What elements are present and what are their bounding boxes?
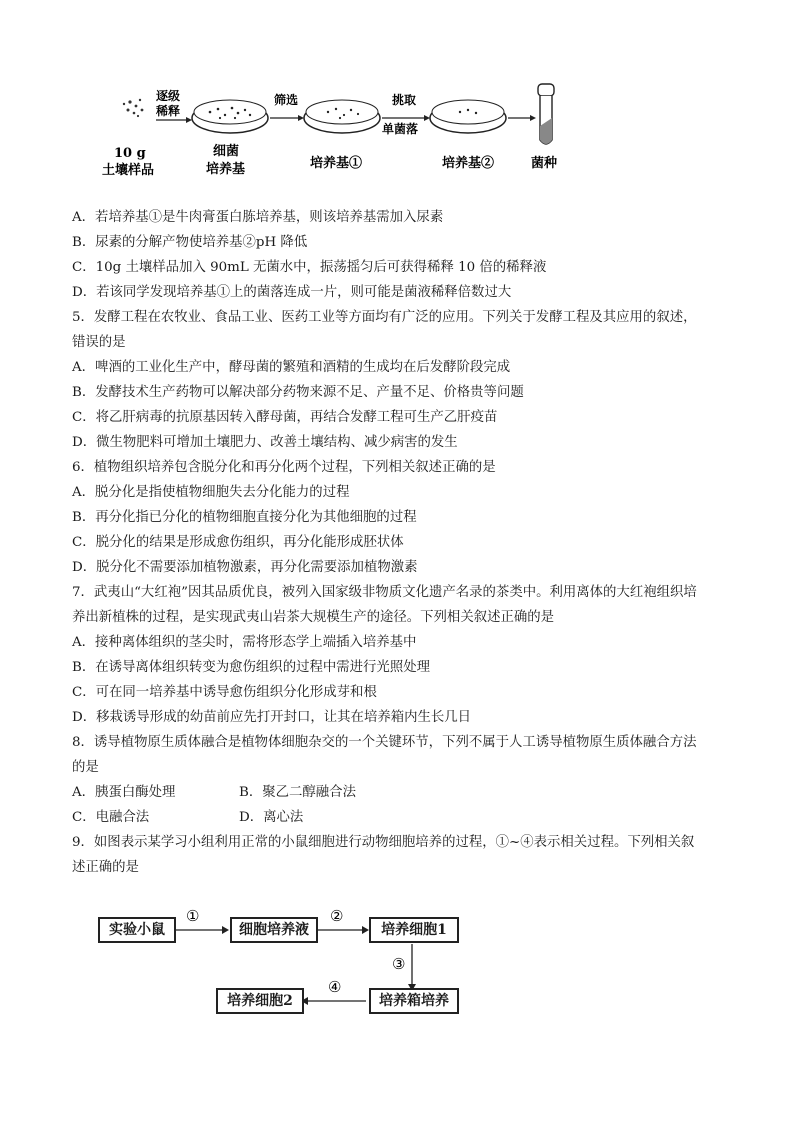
q7-option-c: C．可在同一培养基中诱导愈伤组织分化形成芽和根 (72, 685, 377, 700)
petri-dish-medium2 (430, 100, 506, 133)
q5-option-d: D．微生物肥料可增加土壤肥力、改善土壤结构、减少病害的发生 (72, 435, 458, 450)
dilute-label-2: 稀释 (156, 104, 181, 118)
q5-stem-1: 5．发酵工程在农牧业、食品工业、医药工业等方面均有广泛的应用。下列关于发酵工程及其应用的叙述， (72, 310, 697, 325)
test-tube-icon (538, 84, 554, 144)
pick-label-2: 单菌落 (382, 122, 419, 136)
q4-option-b: B．尿素的分解产物使培养基②pH 降低 (72, 235, 308, 250)
question-text (72, 205, 752, 880)
q5-option-b: B．发酵技术生产药物可以解决部分药物来源不足、产量不足、价格贵等问题 (72, 385, 524, 400)
q7-option-b: B．在诱导离体组织转变为愈伤组织的过程中需进行光照处理 (72, 660, 430, 675)
q8-options-row-2 (72, 805, 752, 830)
bact-label-1: 细菌 (213, 144, 240, 159)
figure-cell-culture-flow (90, 905, 470, 1020)
step-3-label: ③ (392, 955, 406, 973)
sample-label-2: 土壤样品 (102, 163, 155, 178)
q4-option-c: C．10g 土壤样品加入 90mL 无菌水中，振荡摇匀后可获得稀释 10 倍的稀释液 (72, 260, 547, 275)
q8-option-d: D．离心法 (239, 810, 304, 825)
box-incubator-culture: 培养箱培养 (369, 988, 459, 1014)
box-culture-medium: 细胞培养液 (230, 917, 318, 943)
q8-stem-2: 的是 (72, 760, 99, 775)
box-lab-mouse: 实验小鼠 (98, 917, 176, 943)
q4-option-d: D．若该同学发现培养基①上的菌落连成一片，则可能是菌液稀释倍数过大 (72, 285, 512, 300)
petri-dish-bacteria (192, 100, 268, 133)
step-4-label: ④ (328, 978, 342, 996)
box-cultured-cell-1: 培养细胞1 (369, 917, 459, 943)
q6-option-b: B．再分化指已分化的植物细胞直接分化为其他细胞的过程 (72, 510, 417, 525)
q6-option-d: D．脱分化不需要添加植物激素，再分化需要添加植物激素 (72, 560, 418, 575)
q7-option-a: A．接种离体组织的茎尖时，需将形态学上端插入培养基中 (72, 635, 417, 650)
q7-option-d: D．移栽诱导形成的幼苗前应先打开封口，让其在培养箱内生长几日 (72, 710, 472, 725)
petri-dish-medium1 (304, 100, 380, 133)
q5-option-c: C．将乙肝病毒的抗原基因转入酵母菌，再结合发酵工程可生产乙肝疫苗 (72, 410, 498, 425)
q8-option-c: C．电融合法 (72, 810, 150, 825)
soil-sample-dots (123, 99, 144, 117)
bact-label-2: 培养基 (206, 162, 246, 177)
q6-option-c: C．脱分化的结果是形成愈伤组织，再分化能形成胚状体 (72, 535, 404, 550)
dilution-diagram (102, 82, 580, 182)
box-cultured-cell-2: 培养细胞2 (216, 988, 304, 1014)
q8-stem-1: 8．诱导植物原生质体融合是植物体细胞杂交的一个关键环节，下列不属于人工诱导植物原生质体融合方法 (72, 735, 697, 750)
q6-option-a: A．脱分化是指使植物细胞失去分化能力的过程 (72, 485, 350, 500)
q8-option-a: A．胰蛋白酶处理 (72, 785, 176, 800)
strain-label: 菌种 (531, 156, 558, 171)
q6-stem: 6．植物组织培养包含脱分化和再分化两个过程，下列相关叙述正确的是 (72, 460, 496, 475)
q8-option-b: B．聚乙二醇融合法 (239, 785, 356, 800)
dilute-label-1: 逐级 (156, 89, 181, 103)
sample-label-1: 10 g (114, 146, 146, 161)
q7-stem-1: 7．武夷山“大红袍”因其品质优良，被列入国家级非物质文化遗产名录的茶类中。利用离体的大红袍组织培 (72, 585, 697, 600)
pick-label-1: 挑取 (392, 93, 417, 107)
q7-stem-2: 养出新植株的过程，是实现武夷山岩茶大规模生产的途径。下列相关叙述正确的是 (72, 610, 555, 625)
q4-option-a: A．若培养基①是牛肉膏蛋白胨培养基，则该培养基需加入尿素 (72, 210, 444, 225)
figure-dilution-process (102, 82, 580, 182)
q5-stem-2: 错误的是 (72, 335, 126, 350)
q8-options-row-1 (72, 780, 752, 805)
q9-stem-1: 9．如图表示某学习小组利用正常的小鼠细胞进行动物细胞培养的过程，①~④表示相关过程。下列相关叙 (72, 835, 695, 850)
medium1-label: 培养基① (310, 156, 363, 171)
medium2-label: 培养基② (442, 156, 495, 171)
step-1-label: ① (186, 907, 200, 925)
screen-label: 筛选 (274, 93, 299, 107)
step-2-label: ② (330, 907, 344, 925)
q5-option-a: A．啤酒的工业化生产中，酵母菌的繁殖和酒精的生成均在后发酵阶段完成 (72, 360, 511, 375)
q9-stem-2: 述正确的是 (72, 860, 139, 875)
